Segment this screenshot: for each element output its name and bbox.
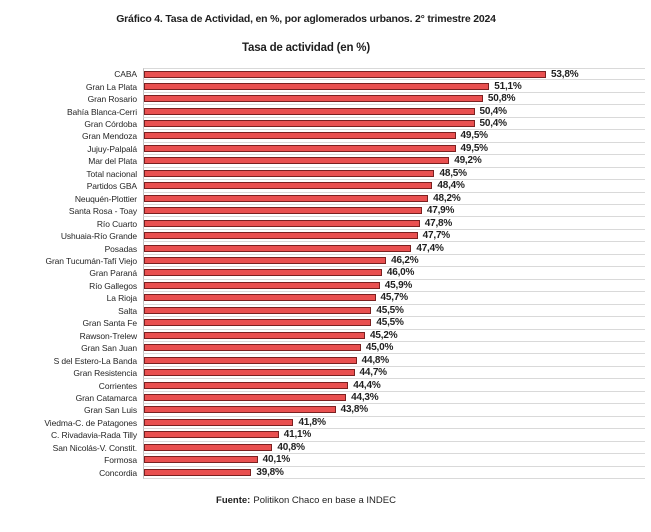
bar-track — [143, 442, 645, 454]
bar-row — [0, 367, 651, 379]
bar — [144, 157, 449, 164]
plot-area — [0, 68, 651, 479]
category-label: Gran Paraná — [89, 268, 137, 279]
bar-row — [0, 417, 651, 429]
value-label: 46,2% — [391, 255, 419, 267]
bar-row — [0, 205, 651, 217]
bar — [144, 132, 456, 139]
value-label: 50,4% — [479, 118, 507, 130]
bar — [144, 95, 483, 102]
bar-row — [0, 105, 651, 117]
category-label: C. Rivadavia-Rada Tilly — [50, 430, 137, 441]
bar-row — [0, 342, 651, 354]
value-label: 50,4% — [479, 105, 507, 117]
bar-row — [0, 379, 651, 391]
bar-track — [143, 242, 645, 254]
chart-title: Tasa de actividad (en %) — [242, 42, 370, 54]
bar — [144, 257, 386, 264]
value-label: 44,3% — [351, 392, 379, 403]
value-label: 39,8% — [256, 466, 284, 478]
value-label: 45,5% — [376, 304, 404, 316]
bar-row — [0, 404, 651, 416]
figure-title: Gráfico 4. Tasa de Actividad, en %, por aglomerados urbanos. 2° trimestre 2024 — [116, 13, 496, 25]
category-label: Gran Rosario — [87, 94, 137, 105]
bar — [144, 431, 279, 438]
value-label: 47,7% — [422, 230, 450, 242]
bar-track — [143, 255, 645, 267]
bar-track — [143, 417, 645, 429]
bar-row — [0, 467, 651, 479]
value-label: 41,1% — [283, 429, 312, 441]
bar — [144, 294, 376, 301]
bar — [144, 83, 489, 90]
bar-row — [0, 280, 651, 292]
bar — [144, 195, 428, 202]
bar-track — [143, 68, 645, 80]
value-label: 43,8% — [340, 404, 368, 416]
bar — [144, 145, 456, 152]
value-label: 53,8% — [551, 68, 579, 80]
bar-row — [0, 217, 651, 229]
bar-track — [143, 429, 645, 441]
bar-row — [0, 330, 651, 342]
category-label: Partidos GBA — [86, 181, 137, 192]
bar-track — [143, 180, 645, 192]
bar-track — [143, 305, 645, 317]
bar-track — [143, 342, 645, 354]
bar-row — [0, 442, 651, 454]
category-label: Gran Tucumán-Tafí Viejo — [45, 256, 137, 267]
bar-row — [0, 317, 651, 329]
category-label: Gran Mendoza — [81, 131, 137, 142]
bar — [144, 307, 371, 314]
bar-row — [0, 354, 651, 366]
category-label: Viedma-C. de Patagones — [44, 417, 137, 428]
source-text: Politikon Chaco en base a INDEC — [253, 495, 396, 506]
category-label: San Nicolás-V. Constit. — [52, 442, 137, 453]
bar-track — [143, 168, 645, 180]
bar — [144, 444, 272, 451]
category-label: Ushuaia-Río Grande — [60, 231, 137, 242]
bar-track — [143, 193, 645, 205]
bar — [144, 332, 365, 339]
bar — [144, 382, 348, 389]
bar — [144, 319, 371, 326]
category-label: Gran Santa Fe — [82, 318, 137, 329]
category-label: Gran Catamarca — [75, 393, 137, 403]
category-label: Gran San Juan — [81, 343, 137, 354]
value-label: 49,5% — [460, 142, 488, 154]
category-label: Concordia — [99, 467, 137, 478]
value-label: 48,5% — [439, 167, 467, 179]
value-label: 48,4% — [437, 180, 465, 192]
category-label: Neuquén-Plottier — [74, 193, 137, 204]
bar-row — [0, 130, 651, 142]
category-label: Mar del Plata — [88, 156, 137, 167]
category-label: Gran San Luis — [83, 405, 137, 416]
bar-row — [0, 392, 651, 404]
bar-row — [0, 155, 651, 167]
bar-track — [143, 267, 645, 279]
bar-row — [0, 454, 651, 466]
value-label: 45,0% — [365, 342, 394, 354]
bar-row — [0, 255, 651, 267]
bar-row — [0, 93, 651, 105]
category-label: Salta — [118, 305, 137, 316]
category-label: CABA — [114, 69, 137, 80]
bar-track — [143, 217, 645, 229]
bar-track — [143, 143, 645, 155]
bar-track — [143, 467, 645, 479]
bar-row — [0, 429, 651, 441]
bar — [144, 456, 258, 463]
category-label: Gran Resistencia — [73, 368, 137, 379]
bar-track — [143, 330, 645, 342]
bar — [144, 182, 432, 189]
bar-track — [143, 118, 645, 130]
value-label: 51,1% — [494, 80, 522, 92]
bar-track — [143, 317, 645, 329]
value-label: 44,4% — [353, 379, 381, 391]
bar-row — [0, 80, 651, 92]
bar — [144, 469, 251, 476]
bar — [144, 71, 546, 78]
bar — [144, 344, 361, 351]
value-label: 44,8% — [361, 354, 389, 366]
value-label: 50,8% — [487, 93, 516, 105]
value-label: 40,1% — [262, 454, 291, 466]
bar-track — [143, 80, 645, 92]
category-label: La Rioja — [106, 293, 137, 304]
value-label: 49,5% — [460, 130, 488, 142]
category-label: Río Cuarto — [96, 218, 137, 229]
bar-row — [0, 68, 651, 80]
bar — [144, 108, 475, 115]
bar-track — [143, 93, 645, 105]
bar-row — [0, 193, 651, 205]
source-label: Fuente: — [216, 495, 251, 506]
bar-row — [0, 292, 651, 304]
bar — [144, 269, 382, 276]
value-label: 48,2% — [433, 192, 461, 204]
category-label: Posadas — [104, 243, 137, 254]
bar-row — [0, 242, 651, 254]
bar-track — [143, 354, 645, 366]
value-label: 45,5% — [376, 317, 404, 329]
bar-track — [143, 392, 645, 404]
category-label: Corrientes — [98, 380, 137, 391]
bar — [144, 419, 293, 426]
value-label: 45,7% — [380, 292, 408, 304]
value-label: 45,9% — [384, 279, 413, 291]
bar — [144, 394, 346, 401]
category-label: Bahía Blanca-Cerri — [66, 106, 137, 117]
bar — [144, 282, 380, 289]
bar-track — [143, 280, 645, 292]
bar-row — [0, 180, 651, 192]
bar — [144, 357, 357, 364]
bar-track — [143, 379, 645, 391]
category-label: Río Gallegos — [89, 280, 137, 291]
value-label: 41,8% — [298, 416, 326, 428]
bar — [144, 369, 355, 376]
bar-track — [143, 230, 645, 242]
bar-row — [0, 168, 651, 180]
bar-row — [0, 267, 651, 279]
bar-track — [143, 367, 645, 379]
category-label: Jujuy-Palpalá — [87, 143, 137, 154]
category-label: S del Estero-La Banda — [53, 355, 137, 366]
bar-row — [0, 230, 651, 242]
category-label: Gran Córdoba — [84, 119, 137, 130]
bar — [144, 406, 336, 413]
bar-track — [143, 205, 645, 217]
bar-row — [0, 143, 651, 155]
bar-track — [143, 105, 645, 117]
source-note — [0, 495, 612, 506]
category-label: Rawson-Trelew — [79, 330, 137, 341]
chart-header — [0, 0, 612, 54]
bar — [144, 170, 434, 177]
bar-track — [143, 292, 645, 304]
bar-row — [0, 305, 651, 317]
value-label: 45,2% — [370, 329, 398, 341]
category-label: Gran La Plata — [85, 81, 137, 92]
category-label: Total nacional — [86, 168, 137, 179]
bar-track — [143, 454, 645, 466]
category-label: Santa Rosa - Toay — [68, 206, 137, 217]
category-label: Formosa — [104, 455, 137, 466]
bar-track — [143, 130, 645, 142]
value-label: 47,9% — [426, 205, 455, 217]
value-label: 40,8% — [277, 441, 305, 453]
value-label: 47,4% — [416, 242, 444, 254]
bar-track — [143, 404, 645, 416]
value-label: 47,8% — [424, 217, 453, 229]
bar-row — [0, 118, 651, 130]
bar-track — [143, 155, 645, 167]
bar — [144, 245, 411, 252]
value-label: 49,2% — [454, 155, 482, 167]
bar — [144, 232, 418, 239]
value-label: 44,7% — [359, 367, 387, 379]
bar — [144, 220, 420, 227]
value-label: 46,0% — [386, 267, 415, 279]
bar — [144, 207, 422, 214]
bar — [144, 120, 475, 127]
